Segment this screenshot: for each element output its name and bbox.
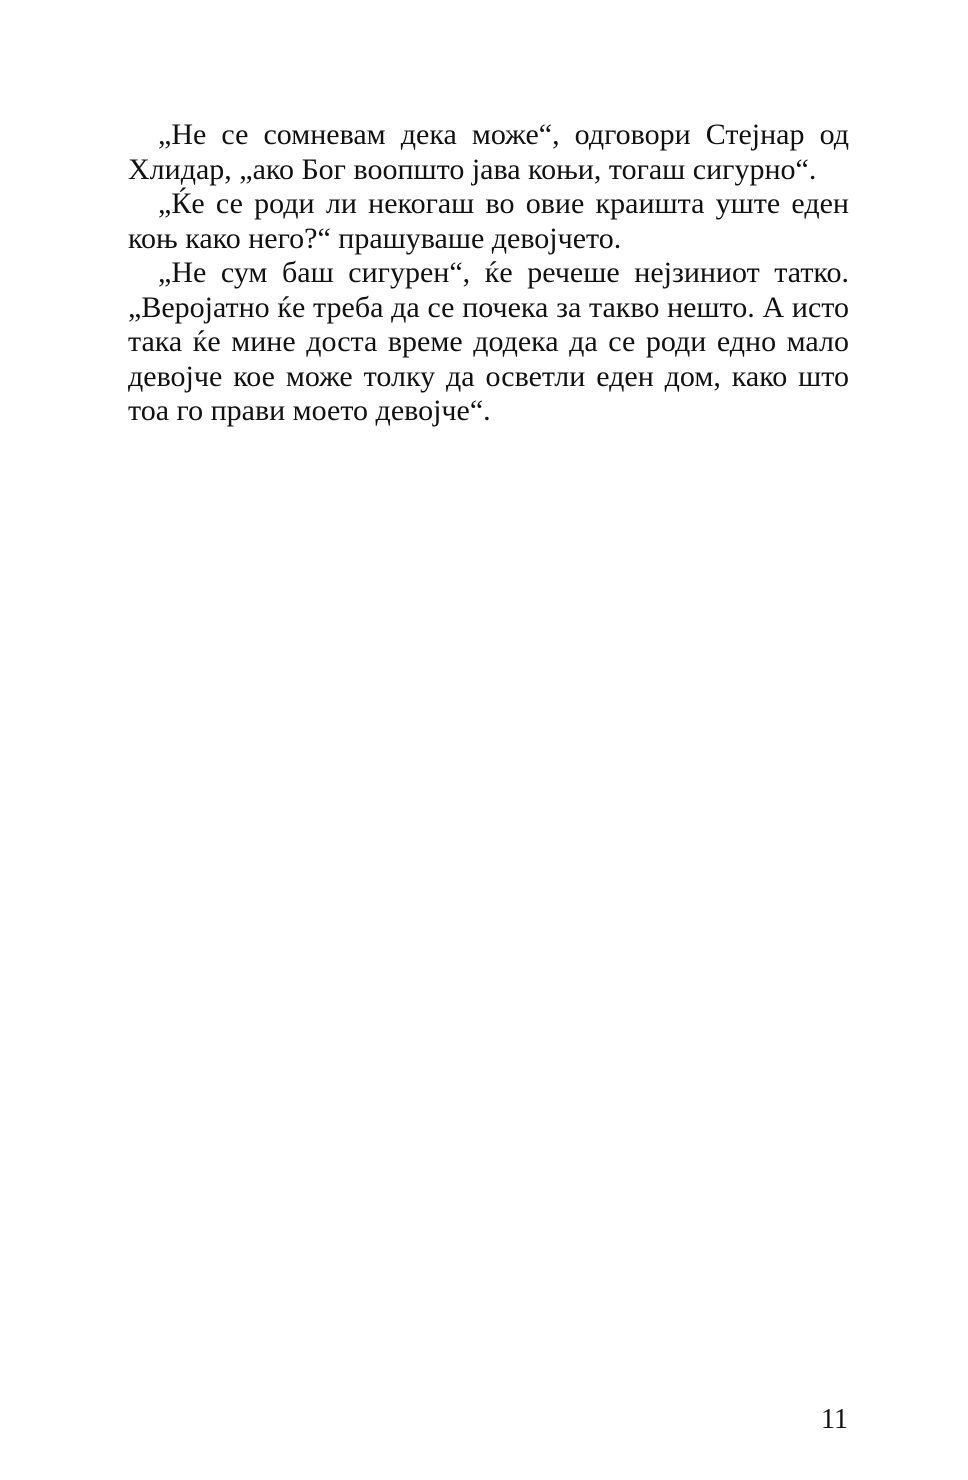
paragraph-3: „Не сум баш сигурен“, ќе речеше нејзиниот татко. „Веројатно ќе треба да се почека за такво нешто. А исто така ќе мине доста време додека да се роди едно мало девојче кое може толку да осветли еден дом, како што тоа го прави моето девојче“. [128,256,849,427]
page-number: 11 [821,1404,848,1435]
body-text [128,118,849,429]
paragraph-1: „Не се сомневам дека може“, одговори Стејнар од Хлидар, „ако Бог воопшто јава коњи, тогаш сигурно“. [128,118,849,186]
paragraph-2: „Ќе се роди ли некогаш во овие краишта уште еден коњ како него?“ прашуваше девојчето. [128,187,849,255]
